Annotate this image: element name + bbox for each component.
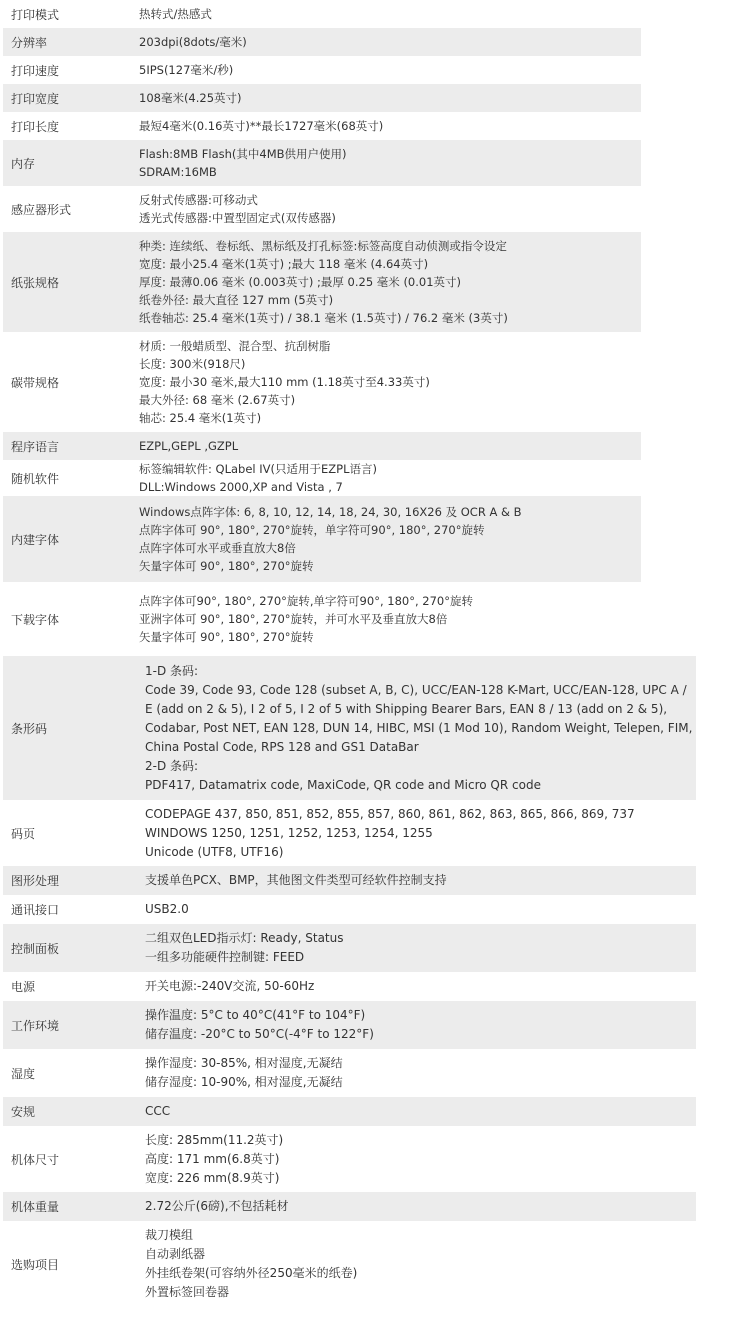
spec-value-line: 储存温度: -20°C to 50°C(-4°F to 122°F) — [145, 1027, 374, 1041]
spec-row — [3, 432, 641, 460]
spec-row — [3, 332, 641, 432]
spec-value-line: Code 39, Code 93, Code 128 (subset A, B, C), UCC/EAN-128 K-Mart, UCC/EAN-128, UPC A / E (add on 2 & 5), I 2 of 5, I 2 of 5 with Shipping Bearer Bars, EAN 8 / 13 (add on 2 & 5), Codabar, Post NET, EAN 128, DUN 14, HIBC, MSI (1 Mod 10), Random Weight, Telepen, FIM, China Postal Code, RPS 128 and GS1 DataBar — [145, 682, 693, 754]
spec-value-line: DLL:Windows 2000,XP and Vista , 7 — [139, 480, 343, 494]
spec-row — [3, 924, 696, 972]
spec-label: 选购项目 — [11, 1257, 60, 1272]
spec-value-line: 1-D 条码: — [145, 663, 199, 678]
spec-row — [3, 84, 641, 112]
spec-value — [137, 924, 696, 972]
spec-row — [3, 582, 641, 656]
spec-value-line: 一组多功能硬件控制键: FEED — [145, 950, 305, 964]
spec-value — [121, 56, 641, 84]
spec-value-line: CCC — [145, 1104, 171, 1118]
spec-value — [121, 112, 641, 140]
spec-value-line: 点阵字体可 90°, 180°, 270°旋转，单字符可90°, 180°, 270°旋转 — [139, 523, 485, 537]
spec-row — [3, 0, 641, 28]
spec-value-line: Unicode (UTF8, UTF16) — [145, 844, 284, 859]
spec-value-line: 最短4毫米(0.16英寸)**最长1727毫米(68英寸) — [139, 119, 384, 133]
spec-value-line: 外挂纸卷架(可容纳外径250毫米的纸卷) — [145, 1266, 358, 1280]
spec-value-line: 外置标签回卷器 — [145, 1285, 230, 1299]
spec-label: 随机软件 — [11, 471, 60, 486]
spec-row — [3, 866, 696, 895]
spec-row — [3, 1001, 696, 1049]
spec-value — [137, 972, 696, 1001]
spec-row — [3, 56, 641, 84]
spec-value-line: 长度: 300米(918尺) — [139, 357, 246, 371]
spec-value-line: 裁刀模组 — [145, 1228, 194, 1242]
spec-row — [3, 1049, 696, 1097]
spec-value — [121, 432, 641, 460]
spec-value — [137, 866, 696, 895]
spec-table-top — [3, 0, 641, 656]
spec-value — [121, 582, 641, 656]
spec-row — [3, 112, 641, 140]
spec-label: 图形处理 — [3, 866, 137, 895]
spec-label: 打印模式 — [11, 7, 60, 22]
spec-value-line: 108毫米(4.25英寸) — [139, 91, 242, 105]
spec-value-line: PDF417, Datamatrix code, MaxiCode, QR code and Micro QR code — [145, 777, 541, 792]
spec-value-line: 轴芯: 25.4 毫米(1英寸) — [139, 411, 262, 425]
spec-value-line: 支援单色PCX、BMP，其他图文件类型可经软件控制支持 — [145, 873, 447, 887]
spec-value-line: Flash:8MB Flash(其中4MB供用户使用) — [139, 147, 347, 161]
spec-label: 感应器形式 — [11, 202, 72, 217]
spec-value-line: 长度: 285mm(11.2英寸) — [145, 1132, 284, 1147]
spec-label: 内存 — [3, 140, 121, 186]
spec-value — [121, 28, 641, 56]
spec-value — [137, 1049, 696, 1097]
spec-label: 打印宽度 — [3, 84, 121, 112]
spec-label: 纸张规格 — [3, 232, 121, 332]
spec-value-line: Windows点阵字体: 6, 8, 10, 12, 14, 18, 24, 30, 16X26 及 OCR A & B — [139, 505, 522, 519]
spec-row — [3, 1097, 696, 1126]
spec-value-line: SDRAM:16MB — [139, 165, 217, 179]
spec-label: 程序语言 — [3, 432, 121, 460]
spec-value-line: 操作湿度: 30-85%, 相对湿度,无凝结 — [145, 1056, 343, 1070]
spec-value — [137, 1001, 696, 1049]
spec-row — [3, 972, 696, 1001]
spec-row — [3, 186, 641, 232]
spec-row — [3, 1126, 696, 1192]
spec-value — [121, 186, 641, 232]
spec-value-line: 种类: 连续纸、卷标纸、黑标纸及打孔标签:标签高度自动侦测或指令设定 — [139, 239, 507, 253]
spec-row — [3, 1192, 696, 1221]
spec-value-line: 矢量字体可 90°, 180°, 270°旋转 — [139, 559, 314, 573]
spec-value-line: 高度: 171 mm(6.8英寸) — [145, 1151, 280, 1166]
spec-value-line: CODEPAGE 437, 850, 851, 852, 855, 857, 860, 861, 862, 863, 865, 866, 869, 737 — [145, 806, 635, 821]
spec-value-line: 开关电源:-240V交流, 50-60Hz — [145, 979, 315, 993]
spec-value-line: 矢量字体可 90°, 180°, 270°旋转 — [139, 630, 314, 644]
spec-value-line: 宽度: 最小25.4 毫米(1英寸) ;最大 118 毫米 (4.64英寸) — [139, 257, 429, 271]
spec-value-line: 5IPS(127毫米/秒) — [139, 63, 234, 77]
spec-label: 控制面板 — [3, 924, 137, 972]
spec-value — [121, 332, 641, 432]
spec-value — [121, 232, 641, 332]
spec-row — [3, 1221, 696, 1307]
spec-row — [3, 895, 696, 924]
spec-label: 安规 — [3, 1097, 137, 1126]
spec-row — [3, 140, 641, 186]
spec-label: 打印速度 — [11, 63, 60, 78]
spec-value-line: 亚洲字体可 90°, 180°, 270°旋转，并可水平及垂直放大8倍 — [139, 612, 448, 626]
spec-value-line: WINDOWS 1250, 1251, 1252, 1253, 1254, 1255 — [145, 825, 433, 840]
spec-value — [121, 460, 641, 496]
spec-label: 码页 — [11, 826, 36, 841]
spec-value-line: 2-D 条码: — [145, 758, 199, 773]
spec-value — [137, 1192, 696, 1221]
spec-value-line: EZPL,GEPL ,GZPL — [139, 439, 239, 453]
spec-value-line: 自动剥纸器 — [145, 1247, 206, 1261]
spec-value — [137, 895, 696, 924]
spec-value-line: 二组双色LED指示灯: Ready, Status — [145, 931, 344, 945]
spec-row — [3, 656, 696, 800]
spec-value-line: 材质: 一般蜡质型、混合型、抗刮树脂 — [139, 339, 331, 353]
spec-value-line: 热转式/热感式 — [139, 7, 212, 21]
spec-label: 机体重量 — [3, 1192, 137, 1221]
spec-value — [137, 1126, 696, 1192]
spec-value-line: 厚度: 最薄0.06 毫米 (0.003英寸) ;最厚 0.25 毫米 (0.01英寸) — [139, 275, 462, 289]
spec-value-line: 透光式传感器:中置型固定式(双传感器) — [139, 211, 336, 225]
spec-value-line: 点阵字体可水平或垂直放大8倍 — [139, 541, 296, 555]
spec-label: 分辨率 — [3, 28, 121, 56]
spec-value — [121, 0, 641, 28]
spec-row — [3, 800, 696, 866]
spec-row — [3, 28, 641, 56]
spec-value — [137, 800, 696, 866]
spec-value-line: 标签编辑软件: QLabel IV(只适用于EZPL语言) — [139, 462, 377, 476]
spec-value-line: 宽度: 226 mm(8.9英寸) — [145, 1170, 280, 1185]
spec-value-line: 纸卷外径: 最大直径 127 mm (5英寸) — [139, 293, 334, 307]
spec-label: 通讯接口 — [11, 903, 60, 917]
spec-row — [3, 460, 641, 496]
spec-value-line: 操作温度: 5°C to 40°C(41°F to 104°F) — [145, 1008, 366, 1022]
spec-value-line: 宽度: 最小30 毫米,最大110 mm (1.18英寸至4.33英寸) — [139, 375, 430, 389]
spec-label: 条形码 — [3, 656, 137, 800]
spec-label: 碳带规格 — [11, 375, 60, 390]
spec-label: 机体尺寸 — [11, 1152, 60, 1167]
spec-value-line: 点阵字体可90°, 180°, 270°旋转,单字符可90°, 180°, 270°旋转 — [139, 594, 473, 608]
spec-value-line: USB2.0 — [145, 902, 189, 916]
spec-value-line: 储存湿度: 10-90%, 相对湿度,无凝结 — [145, 1075, 343, 1089]
spec-table-bottom — [3, 656, 696, 1307]
spec-value — [137, 1221, 696, 1307]
spec-label: 工作环境 — [3, 1001, 137, 1049]
spec-value — [121, 496, 641, 582]
spec-row — [3, 232, 641, 332]
spec-value-line: 反射式传感器:可移动式 — [139, 193, 258, 207]
spec-value — [121, 140, 641, 186]
spec-value-line: 纸卷轴芯: 25.4 毫米(1英寸) / 38.1 毫米 (1.5英寸) / 76.2 毫米 (3英寸) — [139, 311, 508, 325]
spec-label: 湿度 — [11, 1066, 36, 1081]
spec-value — [121, 84, 641, 112]
spec-row — [3, 496, 641, 582]
spec-label: 电源 — [11, 980, 36, 994]
spec-value — [137, 656, 696, 800]
spec-label: 内建字体 — [3, 496, 121, 582]
spec-value-line: 203dpi(8dots/毫米) — [139, 35, 247, 49]
spec-value — [137, 1097, 696, 1126]
spec-label: 下载字体 — [11, 612, 60, 627]
spec-value-line: 2.72公斤(6磅),不包括耗材 — [145, 1199, 289, 1213]
spec-value-line: 最大外径: 68 毫米 (2.67英寸) — [139, 393, 296, 407]
spec-label: 打印长度 — [11, 119, 60, 134]
